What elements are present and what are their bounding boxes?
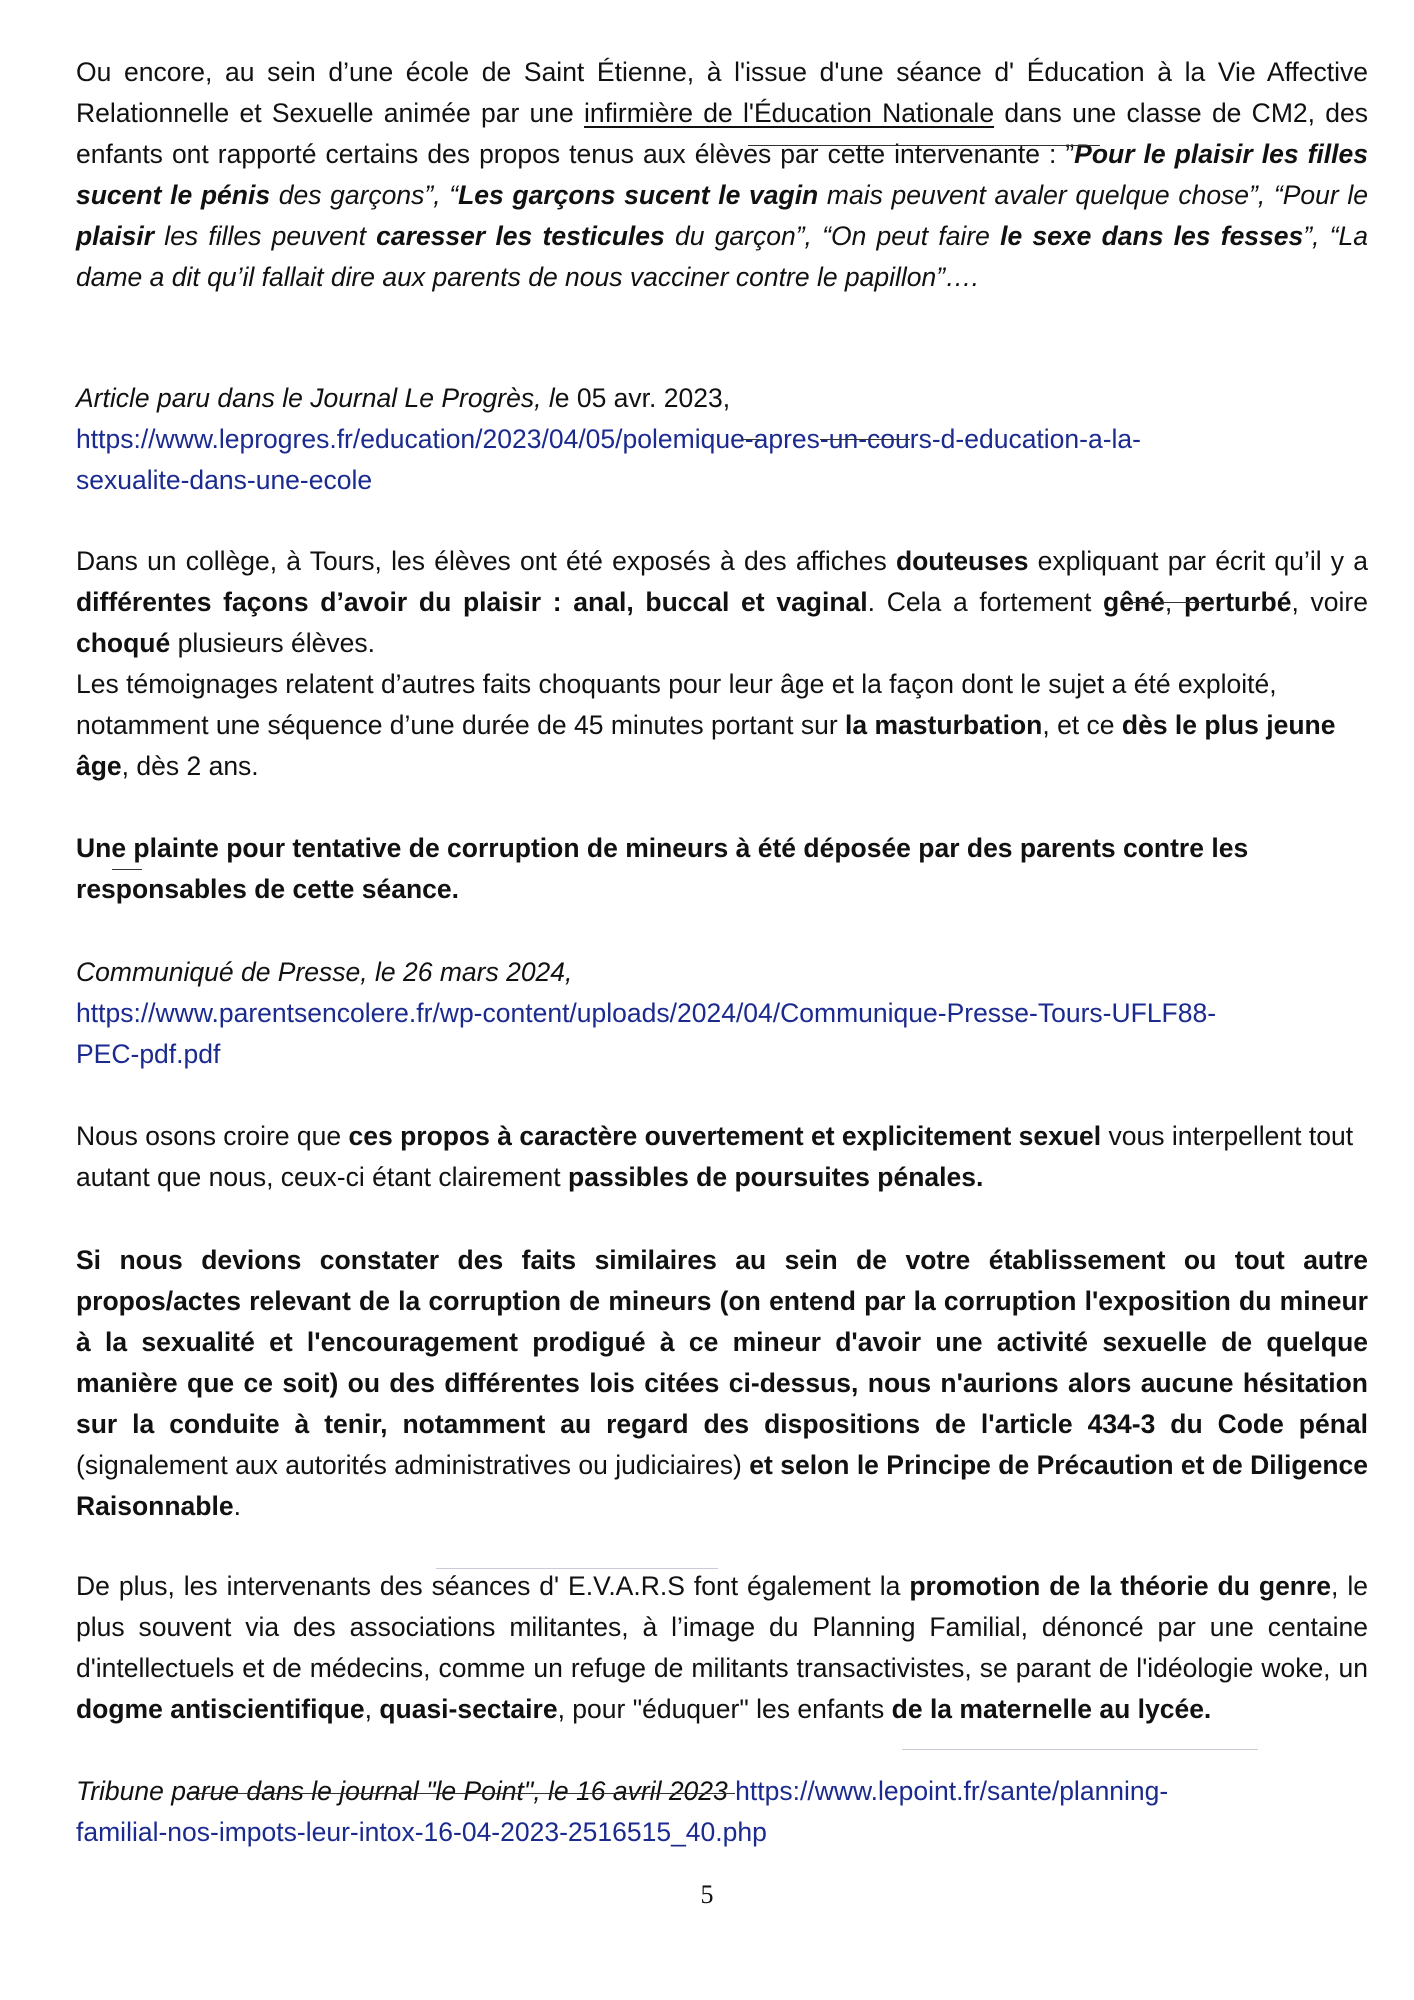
strike-line <box>820 439 910 440</box>
quote-emphasis: Les garçons sucent le vagin <box>458 180 819 210</box>
text-run: De plus, les intervenants des séances d' E.V.A.R.S font également la <box>76 1571 910 1601</box>
source-label-italic: Article paru dans le Journal Le Progrès, l <box>76 383 555 413</box>
bold-phrase: promotion de la théorie du genre <box>909 1571 1332 1601</box>
text-run: Ou encore, au sein d’une école de Saint Étienne, à l'issue d'une séance d' Éducation à la Vie Affective Relationnelle et Sexuelle animée par une <box>76 57 1368 128</box>
source-le-point <box>76 1771 1368 1853</box>
quote-text: des garçons”, “ <box>270 180 459 210</box>
source-link-line2[interactable]: sexualite-dans-une-ecole <box>76 465 373 495</box>
source-label <box>76 378 1368 419</box>
bold-phrase: gêné <box>1103 587 1165 617</box>
quote-text: ”, “La dame a dit qu’il fallait dire aux parents de nous vacciner contre le papillon”…. <box>76 221 1368 292</box>
strike-line <box>112 869 142 870</box>
text-run: Les témoignages relatent d’autres faits choquants pour leur âge et la façon dont le sujet a été exploité, notamment une séquence d’une durée de 45 minutes portant sur <box>76 669 1277 740</box>
text-run: . Cela a fortement <box>867 587 1104 617</box>
paragraph-gender-theory <box>76 1566 1368 1730</box>
bold-phrase: la masturbation <box>845 710 1043 740</box>
source-link-line1[interactable]: https://www.parentsencolere.fr/wp-content/uploads/2024/04/Communique-Presse-Tours-UFLF88- <box>76 998 1217 1028</box>
text-run: (signalement aux autorités administratives ou judiciaires) <box>76 1450 750 1480</box>
bold-phrase: et selon le Principe de Précaution et de Diligence Raisonnable <box>76 1450 1368 1521</box>
page-number: 5 <box>700 1880 714 1909</box>
source-link-line2[interactable]: PEC-pdf.pdf <box>76 1039 221 1069</box>
text-run: Dans un collège, à Tours, les élèves ont été exposés à des affiches <box>76 546 896 576</box>
quote-emphasis: le sexe dans les fesses <box>1000 221 1304 251</box>
source-label: Communiqué de Presse, le 26 mars 2024, <box>76 957 573 987</box>
text-run: , <box>364 1694 380 1724</box>
strike-line <box>1130 602 1208 603</box>
separator-line <box>902 1749 1258 1750</box>
text-run: plusieurs élèves. <box>170 628 375 658</box>
bold-phrase: choqué <box>76 628 171 658</box>
bold-phrase: ces propos à caractère ouvertement et explicitement sexuel <box>348 1121 1102 1151</box>
text-run: . <box>233 1491 241 1521</box>
bold-phrase: quasi-sectaire <box>379 1694 558 1724</box>
strike-line <box>748 145 1100 146</box>
quote-emphasis: caresser les testicules <box>376 221 665 251</box>
source-link-line1[interactable]: https://www.lepoint.fr/sante/planning- <box>735 1776 1169 1806</box>
text-run: , et ce <box>1042 710 1122 740</box>
bold-phrase: Si nous devions constater des faits similaires au sein de votre établissement ou tout autre propos/actes relevant de la corruption de mineurs (on entend par la corruption l'exposition du mineur à la sexualité et l'encouragement prodigué à ce mineur d'avoir une activité sexuelle de quelque manière que ce soit) ou des différentes lois citées ci-dessus, nous n'aurions alors aucune hésitation sur la conduite à tenir, notamment au regard des dispositions de l'article 434-3 du Code pénal <box>76 1245 1368 1439</box>
text-run: Nous osons croire que <box>76 1121 349 1151</box>
bold-phrase: perturbé <box>1183 587 1292 617</box>
source-line <box>76 1771 1368 1812</box>
bold-phrase: de la maternelle au lycée. <box>891 1694 1212 1724</box>
strike-line <box>742 439 760 440</box>
text-run: , dès 2 ans. <box>121 751 259 781</box>
text-run: , voire <box>1291 587 1368 617</box>
text-run: , le plus souvent via des associations militantes, à l’image du Planning Familial, dénoncé par une centaine d'intellectuels et de médecins, comme un refuge de militants transactivistes, se parant de l'idéologie woke, un <box>76 1571 1368 1683</box>
source-communique <box>76 952 1368 1075</box>
underlined-phrase: infirmière de l'Éducation Nationale <box>584 98 995 128</box>
bold-phrase: passibles de poursuites pénales. <box>568 1162 984 1192</box>
paragraph-saint-etienne <box>76 52 1368 298</box>
paragraph-complaint: Une plainte pour tentative de corruption de mineurs à été déposée par des parents contre les responsables de cette séance. <box>76 833 1249 904</box>
strike-line <box>190 1793 735 1794</box>
quote-emphasis: Pour le plaisir les filles sucent le pénis <box>76 139 1368 210</box>
bold-phrase: dès le plus jeune âge <box>76 710 1336 781</box>
quote-text: du garçon”, “On peut faire <box>664 221 1001 251</box>
source-link-line2[interactable]: familial-nos-impots-leur-intox-16-04-2023-2516515_40.php <box>76 1817 767 1847</box>
text-run: , <box>1164 587 1184 617</box>
quote-emphasis: plaisir <box>76 221 155 251</box>
bold-phrase: dogme antiscientifique <box>76 1694 365 1724</box>
bold-phrase: douteuses <box>895 546 1029 576</box>
text-run: , pour "éduquer" les enfants <box>557 1694 892 1724</box>
bold-phrase: différentes façons d’avoir du plaisir : anal, buccal et vaginal <box>76 587 868 617</box>
source-label: Tribune parue dans le journal "le Point", le 16 avril 2023 <box>76 1776 728 1806</box>
source-le-progres <box>76 378 1368 501</box>
paragraph-propos <box>76 1116 1368 1198</box>
quote-text: mais peuvent avaler quelque chose”, “Pour le <box>818 180 1368 210</box>
separator-line <box>436 1568 718 1569</box>
source-link-line1[interactable]: https://www.leprogres.fr/education/2023/04/05/polemique-apres-un-cours-d-education-a-la- <box>76 424 1141 454</box>
source-label-date: e 05 avr. 2023, <box>554 383 731 413</box>
text-run: dans une classe de CM2, des enfants ont rapporté certains des propos tenus aux élèves par cette intervenante : ” <box>76 98 1368 169</box>
text-run: vous interpellent tout autant que nous, ceux-ci étant clairement <box>76 1121 1354 1192</box>
paragraph-warning <box>76 1240 1368 1527</box>
quote-text: les filles peuvent <box>154 221 377 251</box>
text-run: expliquant par écrit qu’il y a <box>1028 546 1369 576</box>
paragraph-tours-part2 <box>76 664 1368 787</box>
paragraph-tours <box>76 541 1368 787</box>
